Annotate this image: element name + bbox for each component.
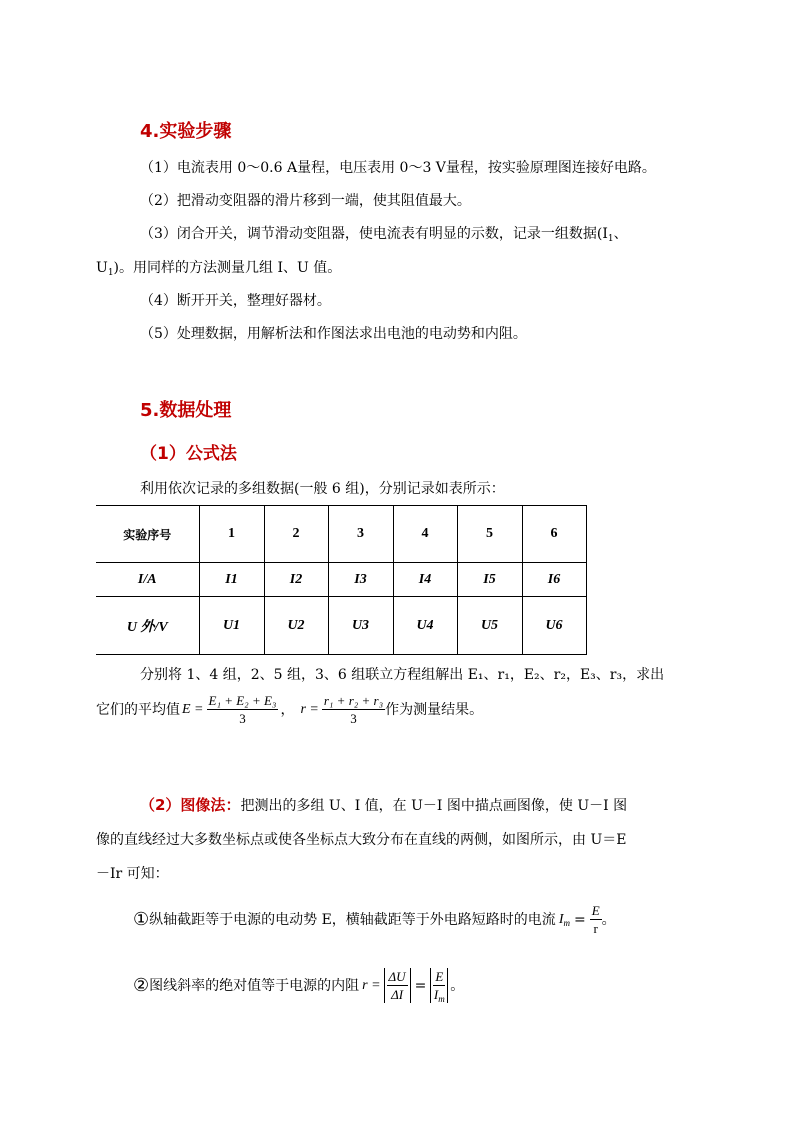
- current-symbol: $I_m$: [558, 911, 570, 928]
- table-cell: I5: [457, 563, 522, 597]
- step-1: （1）电流表用 0～0.6 A量程，电压表用 0～3 V量程，按实验原理图连接好电路。: [140, 160, 656, 176]
- data-table: [96, 505, 587, 655]
- graph-line-3: －Ir 可知：: [96, 866, 169, 882]
- table-row-current: [96, 563, 586, 597]
- table-cell: I4: [393, 563, 457, 597]
- circled-number-1: ①: [133, 908, 150, 930]
- circled-number-2: ②: [133, 974, 150, 996]
- formula-r2-lhs: r =: [362, 977, 381, 993]
- table-cell: 1: [199, 506, 264, 563]
- section-5-title: 5.数据处理: [140, 400, 232, 421]
- table-cell: 实验序号: [96, 506, 199, 563]
- table-cell: U4: [393, 597, 457, 655]
- solve-line-2: 它们的平均值 E = $\frac{\text{E₁ + E₂ + E₃}}{3}$ ， r = $\frac{\text{r₁ + r₂ + r₃}}{3}$ 作为测量结果。: [96, 693, 484, 726]
- section-4-title: 4.实验步骤: [140, 121, 232, 142]
- table-cell: 4: [393, 506, 457, 563]
- conclusion-1: ① 纵轴截距等于电源的电动势 E，横轴截距等于外电路短路时的电流 $I_m$ = $\frac{E}{r}$ 。: [133, 903, 616, 936]
- table-row-voltage: [96, 597, 586, 655]
- table-cell: 3: [328, 506, 393, 563]
- step-4: （4）断开开关，整理好器材。: [140, 293, 331, 309]
- table-cell: U2: [264, 597, 328, 655]
- method-2-title: （2）图像法：: [140, 796, 241, 814]
- formula-e-fraction: $\frac{\text{E₁ + E₂ + E₃}}{3}$: [208, 693, 277, 726]
- table-cell: 5: [457, 506, 522, 563]
- table-cell: U5: [457, 597, 522, 655]
- graph-line-2: 像的直线经过大多数坐标点或使各坐标点大致分布在直线的两侧，如图所示，由 U＝E: [96, 832, 627, 848]
- table-cell: 2: [264, 506, 328, 563]
- table-cell: I3: [328, 563, 393, 597]
- formula-e-lhs: E =: [182, 701, 204, 717]
- step-3-continued: $U_1$)。用同样的方法测量几组 I、U 值。: [96, 260, 342, 278]
- table-cell: I6: [522, 563, 586, 597]
- formula-r-lhs: r =: [300, 701, 319, 717]
- method-1-title: （1）公式法: [140, 444, 237, 464]
- table-cell: I2: [264, 563, 328, 597]
- table-cell: I/A: [96, 563, 199, 597]
- table-cell: U6: [522, 597, 586, 655]
- table-cell: U3: [328, 597, 393, 655]
- table-header-row: [96, 506, 586, 563]
- formula-im-fraction: $\frac{E}{r}$: [591, 903, 600, 936]
- abs-slope: $\frac{\Delta U}{\Delta I}$: [384, 968, 411, 1003]
- formula-r-fraction: $\frac{\text{r₁ + r₂ + r₃}}{3}$: [323, 693, 384, 726]
- graph-line-1: （2）图像法：把测出的多组 U、I 值，在 U－I 图中描点画图像，使 U－I 图: [140, 796, 628, 814]
- solve-line-1: 分别将 1、4 组，2、5 组，3、6 组联立方程组解出 E₁、r₁，E₂、r₂，E₃、r₃，求出: [140, 667, 665, 683]
- step-5: （5）处理数据，用解析法和作图法求出电池的电动势和内阻。: [140, 326, 527, 342]
- table-intro: 利用依次记录的多组数据(一般 6 组)，分别记录如表所示：: [140, 481, 505, 497]
- conclusion-2: ② 图线斜率的绝对值等于电源的内阻 r = $\frac{\Delta U}{\Delta I}$ = $\frac{E}{I_m}$ 。: [133, 969, 465, 1004]
- step-3: （3）闭合开关，调节滑动变阻器，使电流表有明显的示数，记录一组数据($I_1$、: [140, 226, 628, 244]
- table-cell: I1: [199, 563, 264, 597]
- step-2: （2）把滑动变阻器的滑片移到一端，使其阻值最大。: [140, 193, 471, 209]
- table-cell: U 外/V: [96, 597, 199, 655]
- table-cell: 6: [522, 506, 586, 563]
- table-cell: U1: [199, 597, 264, 655]
- abs-ratio: $\frac{E}{I_m}$: [430, 968, 448, 1003]
